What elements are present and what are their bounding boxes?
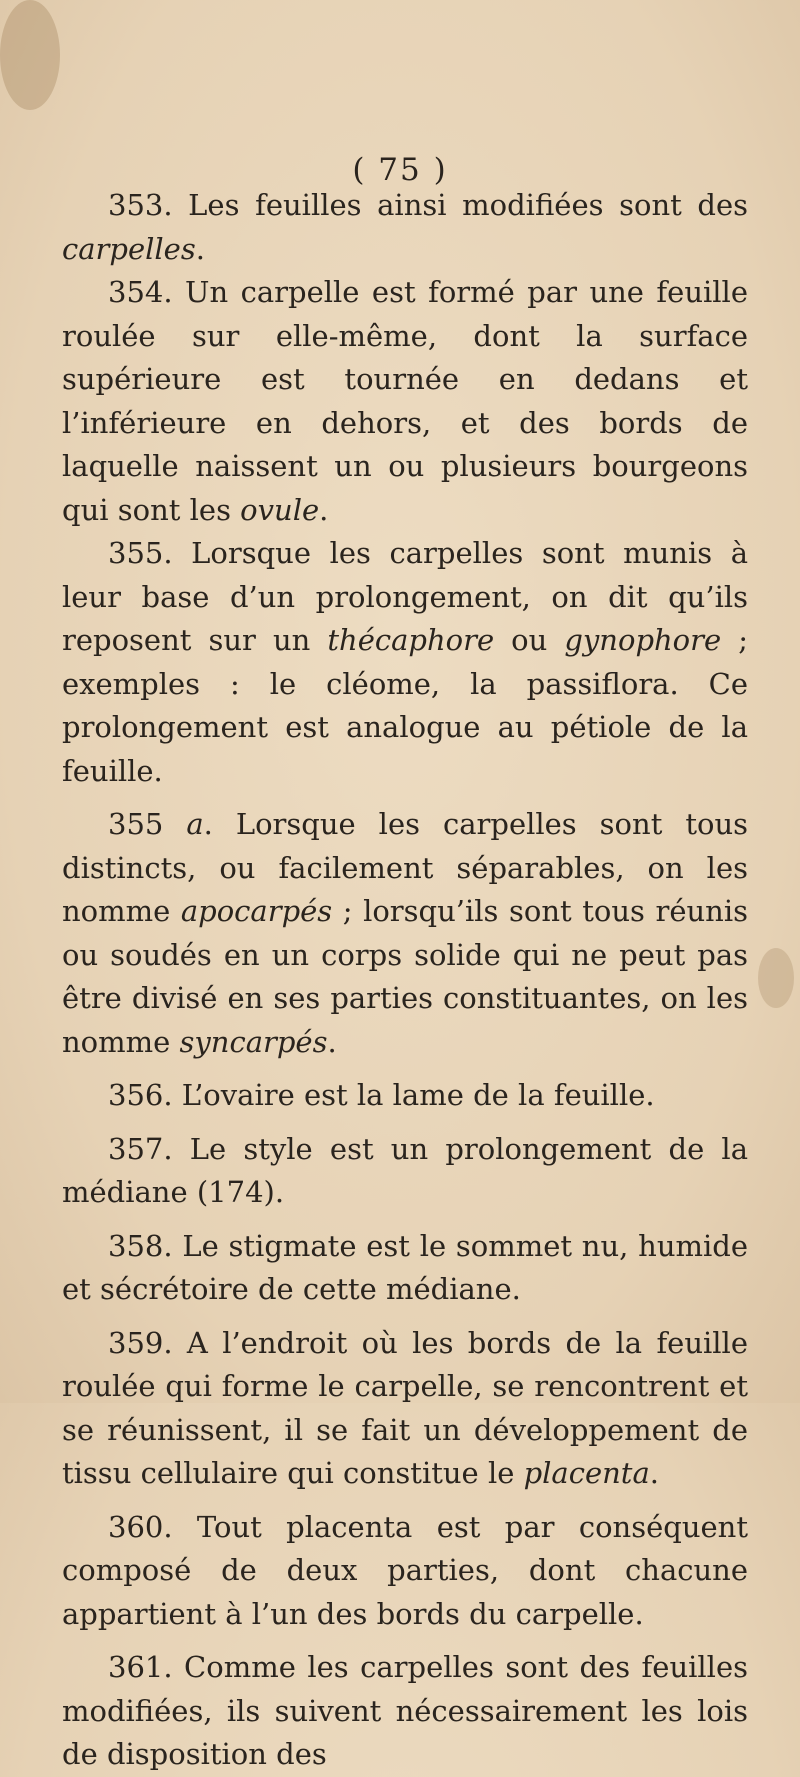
paragraph-text: 355. Lorsque les carpelles sont munis à leur base d’un prolongement, on dit qu’ils reposent sur un: [62, 536, 748, 657]
paragraph-text: ou: [494, 623, 565, 657]
body-text: [62, 184, 748, 1777]
paragraph: [62, 1646, 748, 1777]
paragraph: [62, 1128, 748, 1215]
paragraph: [62, 271, 748, 532]
paragraph-text: 353. Les feuilles ainsi modifiées sont des: [108, 188, 748, 222]
paragraph: [62, 803, 748, 1064]
paragraph: [62, 1322, 748, 1496]
paper-stain: [0, 0, 60, 110]
paragraph: [62, 1225, 748, 1312]
paragraph-text: 361. Comme les carpelles sont des feuilles modifiées, ils suivent nécessairement les lois de disposition des: [62, 1650, 748, 1771]
paper-stain: [758, 948, 794, 1008]
paragraph: [62, 532, 748, 793]
paragraph: [62, 1506, 748, 1637]
paragraph-text: 354. Un carpelle est formé par une feuille roulée sur elle-même, dont la surface supérieure est tournée en dedans et l’inférieure en dehors, et des bords de laquelle naissent un ou plusieurs bourgeons qui sont les: [62, 275, 748, 527]
italic-term: gynophore: [564, 623, 722, 657]
paragraph-text: .: [195, 231, 205, 266]
italic-term: ovule: [240, 492, 320, 527]
italic-term: placenta: [523, 1456, 650, 1490]
paragraph-text: .: [327, 1024, 337, 1059]
italic-term: thécaphore: [327, 623, 495, 657]
paragraph-text: 360. Tout placenta est par conséquent composé de deux parties, dont chacune appartient à l’un des bords du carpelle.: [62, 1509, 748, 1631]
italic-term: a: [186, 807, 204, 841]
italic-term: syncarpés: [179, 1024, 328, 1059]
paragraph: [62, 1074, 748, 1118]
paragraph-text: .: [319, 492, 329, 527]
paragraph: [62, 184, 748, 271]
page-number: ( 75 ): [352, 152, 448, 188]
italic-term: carpelles: [62, 231, 196, 266]
paragraph-text: 357. Le style est un prolongement de la médiane (174).: [62, 1131, 748, 1209]
paragraph-text: . Lorsque les carpelles sont tous distincts, ou facilement séparables, on les nomme: [62, 807, 748, 928]
paragraph-text: 358. Le stigmate est le sommet nu, humide et sécrétoire de cette médiane.: [62, 1228, 748, 1306]
paragraph-text: 359. A l’endroit où les bords de la feuille roulée qui forme le carpelle, se rencontrent et se réunissent, il se fait un développement de tissu cellulaire qui constitue le: [62, 1325, 748, 1490]
paragraph-text: ; exemples : le cléome, la passiflora. Ce prolongement est analogue au pétiole de la feuille.: [62, 623, 748, 788]
paragraph-text: 356. L’ovaire est la lame de la feuille.: [108, 1078, 655, 1112]
italic-term: apocarpés: [180, 894, 333, 928]
paragraph-text: .: [649, 1456, 659, 1490]
paragraph-text: ; lorsqu’ils sont tous réunis ou soudés en un corps solide qui ne peut pas être divisé en ses parties constituantes, on les nomme: [62, 894, 748, 1059]
paragraph-text: 355: [108, 807, 187, 841]
